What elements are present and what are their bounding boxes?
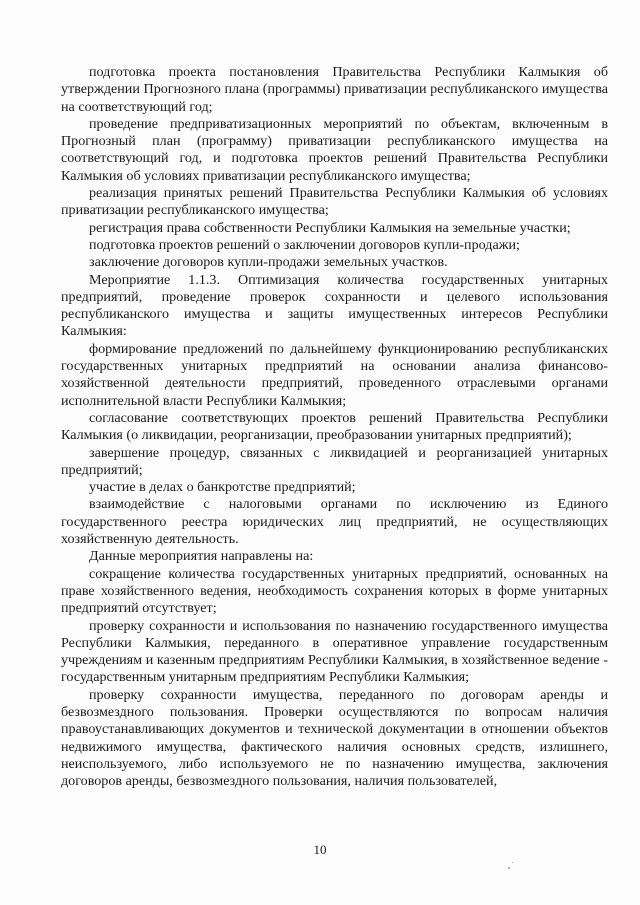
paragraph-6: заключение договоров купли-продажи земельных участков. <box>89 254 448 271</box>
document-body <box>61 64 608 790</box>
paragraph-4: регистрация права собственности Республики Калмыкия на земельные участки; <box>89 219 571 236</box>
paragraph-9: согласование соответствующих проектов решений Правительства Республики Калмыкия (о ликвидации, реорганизации, преобразовании унитарных предприятий); <box>61 409 608 444</box>
paragraph-7: Мероприятие 1.1.3. Оптимизация количества государственных унитарных предприятий, проведение проверок сохранности и целевого использования республиканского имущества и защиты имущественных интересов Республики Калмыкия: <box>61 271 608 340</box>
paragraph-14: сокращение количества государственных унитарных предприятий, основанных на праве хозяйственного ведения, необходимость сохранения которых в форме унитарных предприятий отсутствует; <box>61 565 608 617</box>
scan-speck <box>512 862 513 863</box>
paragraph-8: формирование предложений по дальнейшему функционированию республиканских государственных унитарных предприятий на основании анализа финансово-хозяйственной деятельности предприятий, проведенного отраслевыми органами исполнительной власти Республики Калмыкия; <box>61 340 608 409</box>
paragraph-1: подготовка проекта постановления Правительства Республики Калмыкия об утверждении Прогнозного плана (программы) приватизации республиканского имущества на соответствующий год; <box>61 64 608 115</box>
scan-speck <box>508 867 510 869</box>
paragraph-3: реализация принятых решений Правительства Республики Калмыкия об условиях приватизации республиканского имущества; <box>61 185 608 219</box>
paragraph-12: взаимодействие с налоговыми органами по исключению из Единого государственного реестра юридических лиц предприятий, не осуществляющих хозяйственную деятельность. <box>61 496 608 548</box>
paragraph-15: проверку сохранности и использования по назначению государственного имущества Республики Калмыкия, переданного в оперативное управление государственным учреждениям и казенным предприятиям Республики Калмыкия, в хозяйственное ведение - государственным унитарным предприятиям Республики Калмыкия; <box>61 617 608 686</box>
paragraph-16: проверку сохранности имущества, переданного по договорам аренды и безвозмездного пользования. Проверки осуществляются по вопросам наличия правоустанавливающих документов и технической документации в отношении объектов недвижимого имущества, фактического наличия основных средств, излишнего, неиспользуемого, либо используемого не по назначению имущества, заключения договоров аренды, безвозмездного пользования, наличия пользователей, <box>61 686 608 790</box>
page-number: 10 <box>313 842 327 857</box>
paragraph-13: Данные мероприятия направлены на: <box>89 548 314 565</box>
paragraph-10: завершение процедур, связанных с ликвидацией и реорганизацией унитарных предприятий; <box>61 444 608 478</box>
paragraph-2: проведение предприватизационных мероприятий по объектам, включенным в Прогнозный план (программу) приватизации республиканского имущества на соответствующий год, и подготовка проектов решений Правительства Республики Калмыкия об условиях приватизации республиканского имущества; <box>61 115 608 184</box>
paragraph-5: подготовка проектов решений о заключении договоров купли-продажи; <box>89 236 520 253</box>
paragraph-11: участие в делах о банкротстве предприятий; <box>89 479 356 496</box>
